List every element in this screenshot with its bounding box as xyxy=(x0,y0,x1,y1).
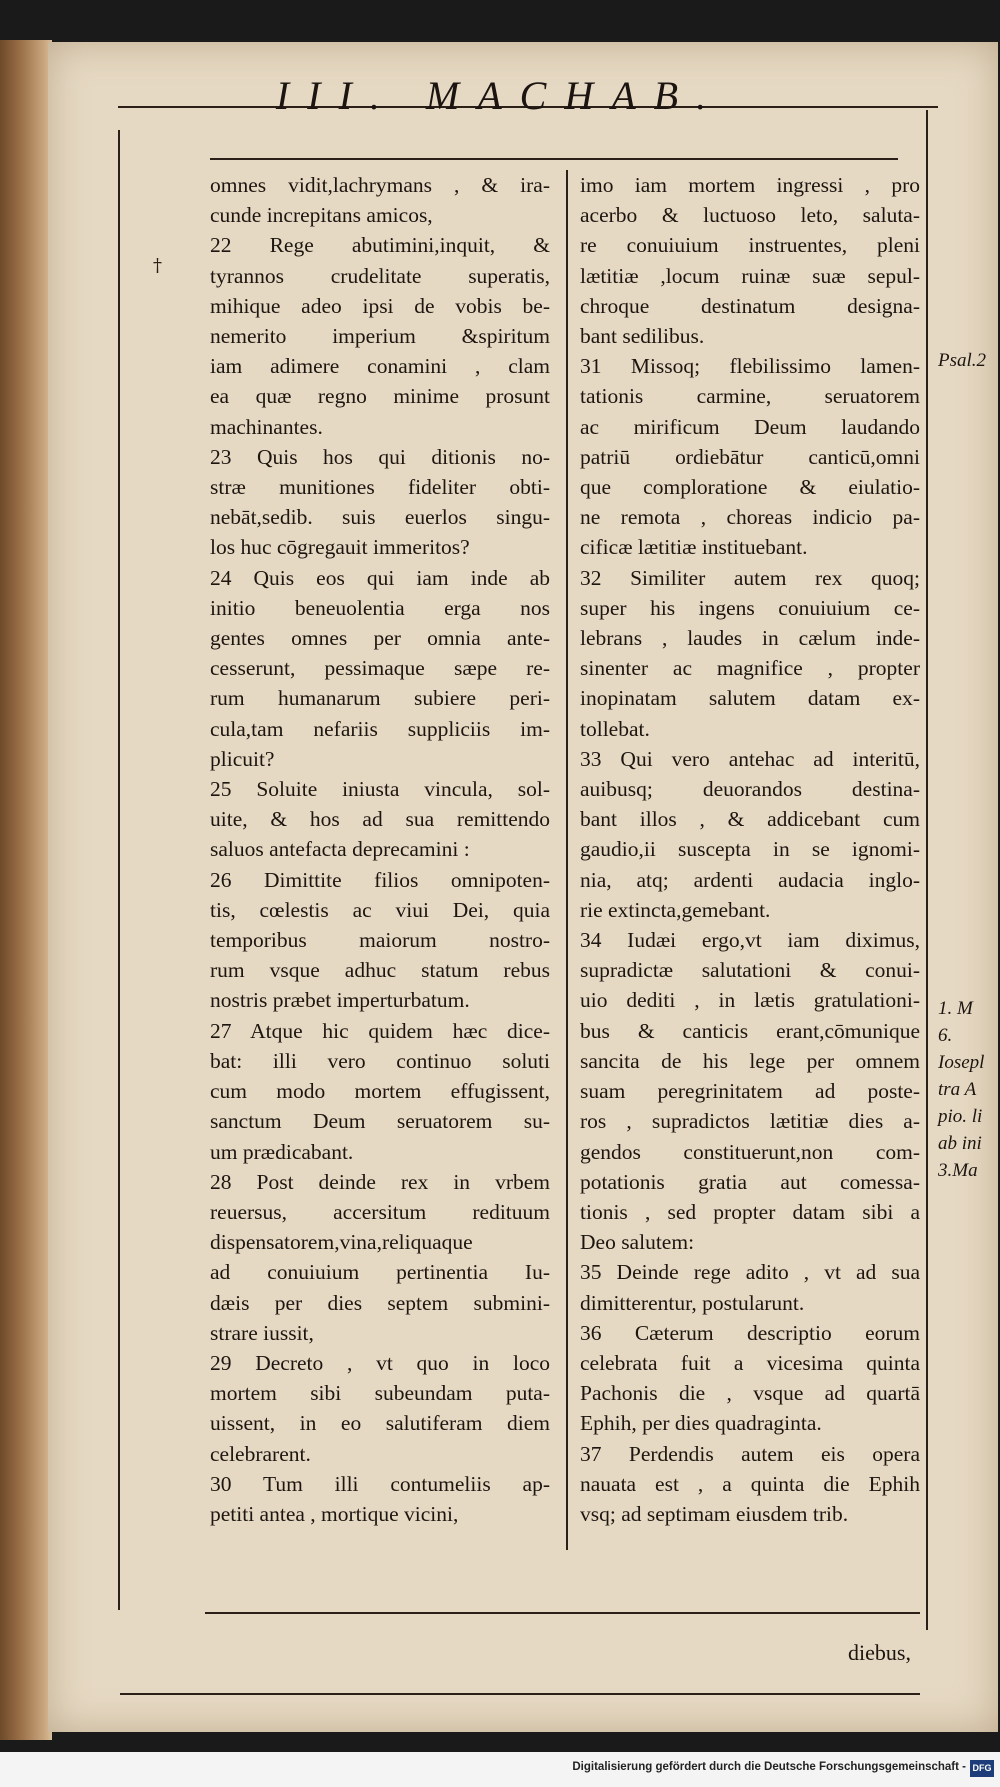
text-line: Ephih, per dies quadraginta. xyxy=(580,1411,822,1436)
book-spine-edge xyxy=(0,40,52,1740)
text-line: cunde increpitans amicos, xyxy=(210,203,433,228)
text-line: tionis , sed propter datam sibi a xyxy=(580,1199,920,1224)
text-line: gendos constituerunt,non com- xyxy=(580,1139,920,1164)
text-line: 27 Atque hic quidem hæc dice- xyxy=(210,1018,550,1043)
text-line: auibusq; deuorandos destina- xyxy=(580,777,920,802)
text-line: que comploratione & eiulatio- xyxy=(580,475,920,500)
text-line: plicuit? xyxy=(210,746,275,771)
text-line: tyrannos crudelitate superatis, xyxy=(210,263,550,288)
text-line: tis, cœlestis ac viui Dei, quia xyxy=(210,897,550,922)
text-line: rie extincta,gemebant. xyxy=(580,897,771,922)
text-line: ne remota , choreas indicio pa- xyxy=(580,505,920,530)
text-line: 24 Quis eos qui iam inde ab xyxy=(210,565,550,590)
text-line: 25 Soluite iniusta vincula, sol- xyxy=(210,777,550,802)
text-line: imo iam mortem ingressi , pro xyxy=(580,173,920,197)
margin-note: ab ini xyxy=(938,1133,982,1154)
text-line: uio dediti , in lætis gratulationi- xyxy=(580,988,920,1013)
text-line: sanctum Deum seruatorem su- xyxy=(210,1109,550,1134)
text-line: super his ingens conuiuium ce- xyxy=(580,595,920,620)
text-line: 28 Post deinde rex in vrbem xyxy=(210,1169,550,1194)
text-line: 31 Missoq; flebilissimo lamen- xyxy=(580,354,920,379)
text-line: saluos antefacta deprecamini : xyxy=(210,837,470,862)
text-line: temporibus maiorum nostro- xyxy=(210,928,550,953)
text-line: sancita de his lege per omnem xyxy=(580,1048,920,1073)
text-line: chroque destinatum designa- xyxy=(580,293,920,318)
text-line: ad conuiuium pertinentia Iu- xyxy=(210,1260,550,1285)
text-line: celebrata fuit a vicesima quinta xyxy=(580,1350,920,1375)
text-line: dæis per dies septem submini- xyxy=(210,1290,550,1315)
text-line: suam peregrinitatem ad poste- xyxy=(580,1079,920,1104)
header-rule xyxy=(210,158,898,160)
margin-note: 3.Ma xyxy=(938,1160,978,1181)
margin-note-psalm xyxy=(938,347,986,374)
text-line: cificæ lætitiæ instituebant. xyxy=(580,535,808,560)
margin-note: pio. li xyxy=(938,1106,983,1127)
text-line: strare iussit, xyxy=(210,1320,314,1345)
text-line: Deo salutem: xyxy=(580,1230,695,1255)
text-line: vsq; ad septimam eiusdem trib. xyxy=(580,1501,849,1526)
text-line: ea quæ regno minime prosunt xyxy=(210,384,550,409)
text-line: gentes omnes per omnia ante- xyxy=(210,626,550,651)
margin-note: tra A xyxy=(938,1079,977,1100)
column-divider-rule xyxy=(566,170,568,1550)
text-line: stræ munitiones fideliter obti- xyxy=(210,475,550,500)
text-line: 35 Deinde rege adito , vt ad sua xyxy=(580,1260,920,1285)
text-line: 29 Decreto , vt quo in loco xyxy=(210,1350,550,1375)
text-line: 22 Rege abutimini,inquit, & xyxy=(210,233,550,258)
page-bottom-rule xyxy=(120,1693,920,1695)
text-line: celebrarent. xyxy=(210,1441,311,1466)
text-line: 36 Cæterum descriptio eorum xyxy=(580,1320,920,1345)
text-line: uissent, in eo salutiferam diem xyxy=(210,1411,550,1436)
text-line: nia, atq; ardenti audacia inglo- xyxy=(580,867,920,892)
bottom-rule xyxy=(205,1612,920,1614)
text-line: bant illos , & addicebant cum xyxy=(580,807,920,832)
text-line: um prædicabant. xyxy=(210,1139,354,1164)
text-line: bat: illi vero continuo soluti xyxy=(210,1048,550,1073)
text-line: bant sedilibus. xyxy=(580,324,705,349)
dfg-logo: DFG xyxy=(970,1760,994,1777)
text-line: nauata est , a quinta die Ephih xyxy=(580,1471,920,1496)
text-line: re conuiuium instruentes, pleni xyxy=(580,233,920,258)
margin-note: 1. M xyxy=(938,998,973,1019)
text-line: supradictæ salutationi & conui- xyxy=(580,958,920,983)
text-line: machinantes. xyxy=(210,414,323,439)
text-line: cula,tam nefariis suppliciis im- xyxy=(210,716,550,741)
text-line: dimitterentur, postularunt. xyxy=(580,1290,805,1315)
text-line: gaudio,ii suscepta in se ignomi- xyxy=(580,837,920,862)
text-line: 30 Tum illi contumeliis ap- xyxy=(210,1471,550,1496)
text-line: reuersus, accersitum redituum xyxy=(210,1199,550,1224)
text-line: cesserunt, pessimaque sæpe re- xyxy=(210,656,550,681)
margin-notes-references xyxy=(938,995,984,1184)
text-line: dispensatorem,vina,reliquaque xyxy=(210,1230,473,1255)
text-line: tationis carmine, seruatorem xyxy=(580,384,920,409)
text-line: inopinatam salutem datam ex- xyxy=(580,686,920,711)
text-column-right xyxy=(580,170,920,1529)
text-line: rum vsque adhuc statum rebus xyxy=(210,958,550,983)
text-line: mihique adeo ipsi de vobis be- xyxy=(210,293,550,318)
text-line: lætitiæ ,locum ruinæ suæ sepul- xyxy=(580,263,920,288)
digitization-footer xyxy=(0,1752,1000,1787)
text-line: bus & canticis erant,cōmunique xyxy=(580,1018,920,1043)
outer-right-rule xyxy=(926,110,928,1630)
text-line: Pachonis die , vsque ad quartā xyxy=(580,1381,920,1406)
text-line: acerbo & luctuoso leto, saluta- xyxy=(580,203,920,228)
margin-note: 6. xyxy=(938,1025,953,1046)
text-line: 37 Perdendis autem eis opera xyxy=(580,1441,920,1466)
text-line: omnes vidit,lachrymans , & ira- xyxy=(210,173,550,197)
text-line: sinenter ac magnifice , propter xyxy=(580,656,920,681)
text-line: 32 Similiter autem rex quoq; xyxy=(580,565,920,590)
text-line: 34 Iudæi ergo,vt iam diximus, xyxy=(580,928,920,953)
text-line: cum modo mortem effugissent, xyxy=(210,1079,550,1104)
margin-note: Iosepl xyxy=(938,1052,985,1073)
text-line: 23 Quis hos qui ditionis no- xyxy=(210,444,550,469)
text-line: rum humanarum subiere peri- xyxy=(210,686,550,711)
running-head: III. MACHAB. xyxy=(275,73,725,118)
text-line: 33 Qui vero antehac ad interitū, xyxy=(580,746,920,771)
text-line: nemerito imperium &spiritum xyxy=(210,324,550,349)
text-column-left xyxy=(210,170,550,1529)
text-line: 26 Dimittite filios omnipoten- xyxy=(210,867,550,892)
text-line: lebrans , laudes in cælum inde- xyxy=(580,626,920,651)
text-line: petiti antea , mortique vicini, xyxy=(210,1501,459,1526)
dagger-mark: † xyxy=(153,255,162,276)
text-line: nostris præbet imperturbatum. xyxy=(210,988,470,1013)
text-line: potationis gratia aut comessa- xyxy=(580,1169,920,1194)
catchword: diebus, xyxy=(848,1640,911,1665)
text-line: iam adimere conamini , clam xyxy=(210,354,550,379)
footer-credit: Digitalisierung gefördert durch die Deutsche Forschungsgemeinschaft - xyxy=(572,1761,966,1773)
text-line: patriū ordiebātur canticū,omni xyxy=(580,444,920,469)
text-line: uite, & hos ad sua remittendo xyxy=(210,807,550,832)
outer-left-rule xyxy=(118,130,120,1610)
margin-note: Psal.2 xyxy=(938,350,987,371)
text-line: ac mirificum Deum laudando xyxy=(580,414,920,439)
text-line: ros , supradictos lætitiæ dies a- xyxy=(580,1109,920,1134)
text-line: nebāt,sedib. suis euerlos singu- xyxy=(210,505,550,530)
text-line: mortem sibi subeundam puta- xyxy=(210,1381,550,1406)
text-line: los huc cōgregauit immeritos? xyxy=(210,535,470,560)
text-line: tollebat. xyxy=(580,716,650,741)
text-line: initio beneuolentia erga nos xyxy=(210,595,550,620)
